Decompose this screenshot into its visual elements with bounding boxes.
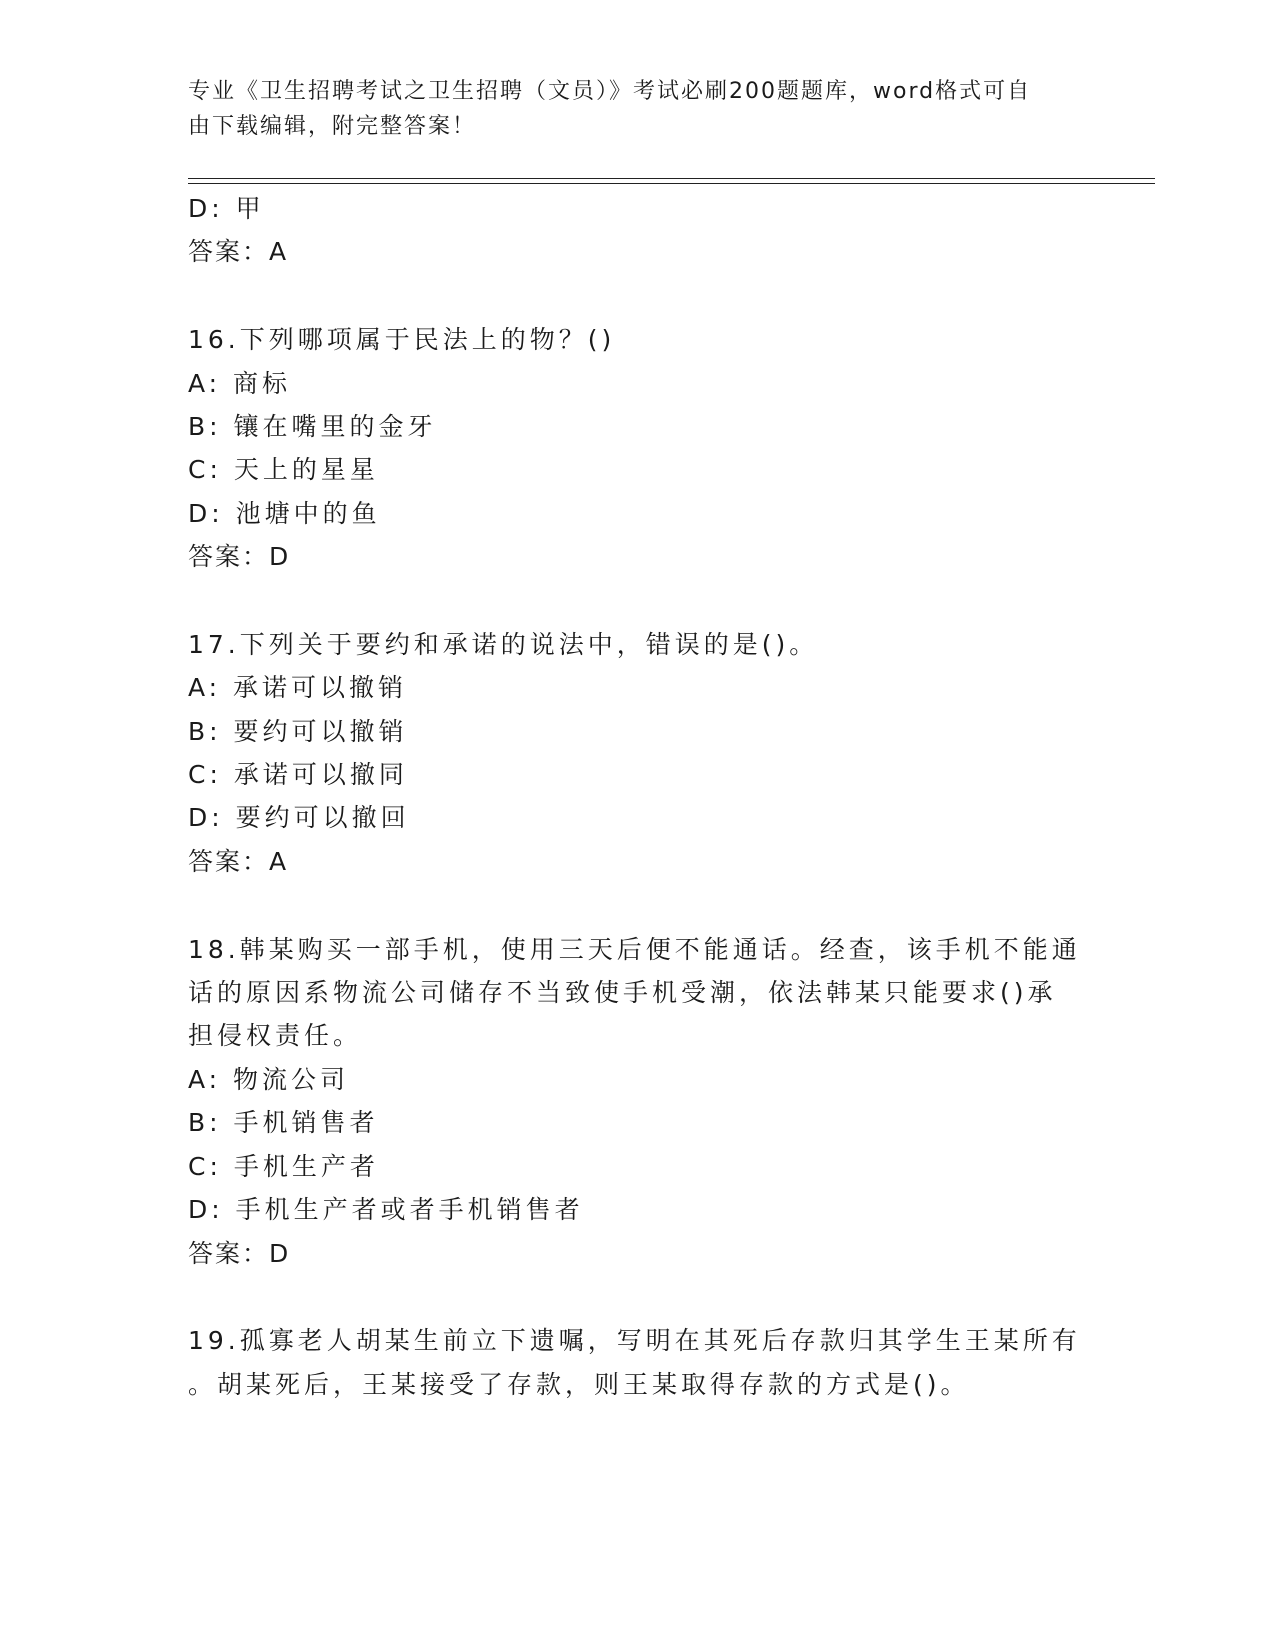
question-16-option-a: A: 商标 xyxy=(188,369,292,398)
answer-value: A xyxy=(269,237,289,266)
question-17-option-b: B: 要约可以撤销 xyxy=(188,717,408,746)
answer-label: 答案： xyxy=(188,237,270,266)
question-18-stem-line-1: 18.韩某购买一部手机，使用三天后便不能通话。经查，该手机不能通 xyxy=(188,935,1081,964)
header-line-1: 专业《卫生招聘考试之卫生招聘（文员）》考试必刷200题题库，word格式可自 xyxy=(188,79,1032,104)
answer-label: 答案： xyxy=(188,542,270,571)
document-header xyxy=(188,74,1088,144)
question-16-answer xyxy=(188,541,290,573)
question-19-stem-line-2: 。胡某死后，王某接受了存款，则王某取得存款的方式是()。 xyxy=(188,1370,970,1399)
question-16-stem: 16.下列哪项属于民法上的物？() xyxy=(188,325,616,354)
question-18-stem-line-3: 担侵权责任。 xyxy=(188,1021,363,1050)
answer-value: D xyxy=(269,1239,291,1268)
question-16-option-b: B: 镶在嘴里的金牙 xyxy=(188,412,437,441)
prev-option-d: D: 甲 xyxy=(188,194,265,223)
question-18-option-c: C: 手机生产者 xyxy=(188,1152,379,1181)
question-18-option-a: A: 物流公司 xyxy=(188,1065,350,1094)
question-18-stem-line-2: 话的原因系物流公司储存不当致使手机受潮，依法韩某只能要求()承 xyxy=(188,978,1057,1007)
answer-label: 答案： xyxy=(188,847,270,876)
question-16-option-d: D: 池塘中的鱼 xyxy=(188,499,381,528)
answer-value: A xyxy=(269,847,289,876)
question-17-option-a: A: 承诺可以撤销 xyxy=(188,673,408,702)
answer-label: 答案： xyxy=(188,1239,270,1268)
prev-answer xyxy=(188,236,288,268)
header-divider-top xyxy=(188,178,1155,179)
question-16-option-c: C: 天上的星星 xyxy=(188,455,379,484)
question-17-stem: 17.下列关于要约和承诺的说法中，错误的是()。 xyxy=(188,630,819,659)
question-17-option-c: C: 承诺可以撤同 xyxy=(188,760,408,789)
question-17-answer xyxy=(188,846,288,878)
header-line-2: 由下载编辑，附完整答案！ xyxy=(188,114,477,139)
question-18-option-b: B: 手机销售者 xyxy=(188,1108,379,1137)
question-17-option-d: D: 要约可以撤回 xyxy=(188,803,410,832)
question-19-stem-line-1: 19.孤寡老人胡某生前立下遗嘱，写明在其死后存款归其学生王某所有 xyxy=(188,1326,1081,1355)
header-divider-bottom xyxy=(188,183,1155,184)
answer-value: D xyxy=(269,542,291,571)
question-18-answer xyxy=(188,1238,290,1270)
question-18-option-d: D: 手机生产者或者手机销售者 xyxy=(188,1195,584,1224)
